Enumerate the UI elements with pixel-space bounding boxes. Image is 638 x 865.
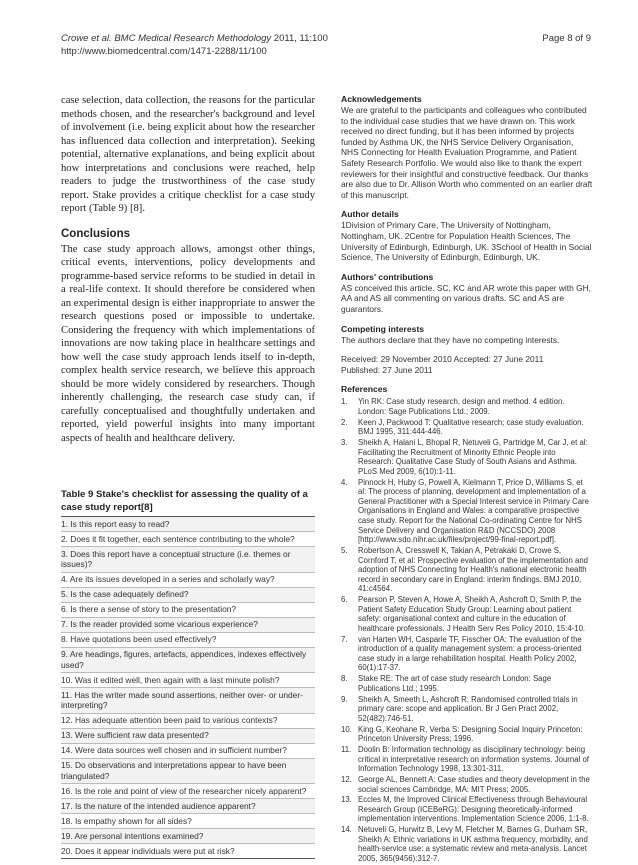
table-row: 6. Is there a sense of story to the presentation? [61, 603, 315, 618]
table-row: 14. Were data sources well chosen and in sufficient number? [61, 744, 315, 759]
reference-number: 4. [341, 477, 348, 487]
article-url[interactable]: http://www.biomedcentral.com/1471-2288/11/100 [61, 46, 267, 57]
references-list [341, 397, 593, 863]
reference-item [341, 745, 593, 774]
reference-text: Keen J, Packwood T: Qualitative research; case study evaluation. BMJ 1995, 311:444-446. [358, 417, 584, 437]
journal-name: Crowe et al. BMC Medical Research Methodology [61, 33, 272, 44]
table-row: 7. Is the reader provided some vicarious experience? [61, 618, 315, 633]
reference-number: 12. [341, 774, 352, 784]
reference-item [341, 418, 593, 437]
table-row: 16. Is the role and point of view of the researcher nicely apparent? [61, 784, 315, 799]
contributions-text: AS conceived this article. SC, KC and AR wrote this paper with GH, AA and AS all commenting on various drafts. SC and AS are guarantors. [341, 282, 591, 314]
contributions-heading: Authors' contributions [341, 271, 434, 282]
reference-text: Robertson A, Cresswell K, Takian A, Petrakaki D, Crowe S, Cornford T, et al: Prospective evaluation of the implementation and adoption of NHS Connecting for Health's national electronic health record in secondary care in England: interim findings. BMJ 2010, 41:c4564. [358, 545, 588, 594]
reference-text: van Harten WH, Casparie TF, Fisscher OA: The evaluation of the introduction of a quality management system: a process-oriented case study in a large rehabilitation hospital. Health Policy 2002, 60(1):17-37. [358, 634, 582, 673]
reference-number: 8. [341, 674, 348, 684]
intro-paragraph: case selection, data collection, the reasons for the particular methods chosen, and the researcher's background and level of involvement (i.e. being explicit about how the researcher has influenced data collection and interpretation). Seeking potential, alternative explanations, and being explicit about how interpretations and conclusions were reached, help readers to judge the trustworthiness of the case study report. Stake provides a critique checklist for a case study report (Table 9) [8]. [61, 95, 315, 214]
reference-item [341, 478, 593, 545]
reference-text: Sheikh A, Smeeth L, Ashcroft R: Randomised controlled trials in primary care: scope and application. Br J Gen Pract 2002, 52(482):746-51. [358, 694, 578, 723]
reference-text: Netuveli G, Hurwitz B, Levy M, Fletcher M, Barnes G, Durham SR, Sheikh A: Ethnic variations in UK asthma frequency, morbidity, and health-service use: a systematic review and meta-analysis. Lancet 2005, 365(9456):312-7. [358, 825, 588, 864]
reference-item [341, 635, 593, 673]
table-row: 11. Has the writer made sound assertions, neither over- or under-interpreting? [61, 688, 315, 714]
reference-number: 13. [341, 795, 352, 805]
reference-text: Sheikh A, Halani L, Bhopal R, Netuveli G, Partridge M, Car J, et al: Facilitating the Recruitment of Minority Ethnic People into Research: Qualitative Case Study of South Asians and Asthma. PLoS Med 2009, 6(10):1-11. [358, 438, 588, 476]
conclusions-heading: Conclusions [61, 227, 131, 240]
table-row: 9. Are headings, figures, artefacts, appendices, indexes effectively used? [61, 648, 315, 674]
table-row: 19. Are personal intentions examined? [61, 829, 315, 844]
table-row: 2. Does it fit together, each sentence contributing to the whole? [61, 532, 315, 547]
reference-item [341, 775, 593, 794]
acknowledgements-heading: Acknowledgements [341, 94, 422, 104]
reference-number: 1. [341, 397, 348, 407]
table-row: 18. Is empathy shown for all sides? [61, 814, 315, 829]
table-row: 17. Is the nature of the intended audience apparent? [61, 799, 315, 814]
reference-text: King G, Keohane R, Verba S: Designing Social Inquiry Princeton: Princeton University Press; 1996. [358, 724, 583, 744]
reference-item [341, 397, 593, 416]
competing-interests-text: The authors declare that they have no competing interests. [341, 334, 560, 345]
reference-item [341, 695, 593, 724]
reference-text: Pearson P, Steven A, Howe A, Sheikh A, Ashcroft D, Smith P, the Patient Safety Education Study Group: Learning about patient safety: organisational context and culture in the education of healthcare professionals. J Health Serv Res Policy 2010, 15:4-10. [358, 595, 586, 633]
table-row: 5. Is the case adequately defined? [61, 588, 315, 603]
citation-details: 2011, 11:100 [271, 33, 328, 44]
published-date: Published: 27 June 2011 [341, 364, 433, 375]
table-row: 10. Was it edited well, then again with a last minute polish? [61, 673, 315, 688]
reference-item [341, 674, 593, 693]
reference-text: Pinnock H, Huby G, Powell A, Kielmann T, Price D, Williams S, et al: The process of planning, development and implementation of a General Practitioner with a Special Interest service in Primary Care Organisations in England and Wales: a comparative prospective case study. Report for the National Co-ordinating Centre for NHS Service Delivery and Organisation R&D (NCCSDO) 2008 [http://www.sdo.nihr.ac.uk/files/project/99-final-report.pdf]. [358, 477, 589, 545]
author-details-heading: Author details [341, 209, 399, 220]
right-column [341, 94, 593, 865]
reference-text: Doolin B: Information technology as disciplinary technology: being critical in interpretative research on information systems. Journal of Information Technology 1998, 13:301-311. [358, 744, 589, 774]
reference-text: Stake RE: The art of case study research London: Sage Publications Ltd.; 1995. [358, 674, 552, 693]
reference-number: 7. [341, 634, 348, 644]
reference-number: 11. [341, 744, 352, 754]
table-row: 8. Have quotations been used effectively? [61, 633, 315, 648]
table-row: 13. Were sufficient raw data presented? [61, 729, 315, 744]
reference-item [341, 595, 593, 633]
table-row: 20. Does it appear individuals were put at risk? [61, 844, 315, 859]
reference-item [341, 795, 593, 824]
table-row: 3. Does this report have a conceptual structure (i.e. themes or issues)? [61, 547, 315, 573]
page-number: Page 8 of 9 [542, 33, 591, 44]
reference-number: 2. [341, 417, 348, 427]
reference-number: 10. [341, 724, 352, 734]
reference-item [341, 438, 593, 476]
reference-item [341, 825, 593, 863]
references-heading: References [341, 384, 388, 395]
acknowledgements-text: We are grateful to the participants and colleagues who contributed to the individual case studies that we have drawn on. This work received no direct funding, but it has been informed by projects funded by Asthma UK, the NHS Service Delivery Organisation, NHS Connecting for Health Evaluation Programme, and Patient Safety Research Portfolio. We would also like to thank the expert reviewers for their insightful and constructive feedback. Our thanks are also due to Dr. Allison Worth who commented on an earlier draft of this manuscript. [341, 105, 593, 200]
competing-interests-heading: Competing interests [341, 323, 425, 334]
left-column [61, 94, 315, 859]
reference-number: 6. [341, 595, 348, 605]
reference-text: Eccles M, the Improved Clinical Effectiveness through Behavioural Research Group (ICEBeRG): Designing theoretically-informed implementation interventions. Implementation Science 2006, 1:1-8. [358, 795, 589, 824]
table-row: 4. Are its issues developed in a series and scholarly way? [61, 573, 315, 588]
running-citation [61, 32, 328, 45]
table-9-title: Table 9 Stake's checklist for assessing the quality of a case study report[8] [61, 488, 315, 517]
stake-checklist-table [61, 517, 315, 859]
reference-number: 14. [341, 825, 352, 835]
table-row: 12. Has adequate attention been paid to various contexts? [61, 714, 315, 729]
author-details-text: 1Division of Primary Care, The University of Nottingham, Nottingham, UK. 2Centre for Population Health Sciences, The University of Edinburgh, Edinburgh, UK. 3School of Health in Social Science, The University of Edinburgh, Edinburgh, UK. [341, 220, 592, 263]
received-accepted-dates: Received: 29 November 2010 Accepted: 27 June 2011 [341, 354, 544, 365]
reference-text: George AL, Bennett A: Case studies and theory development in the social sciences Cambridge, MA: MIT Press; 2005. [358, 774, 590, 794]
reference-number: 5. [341, 545, 348, 555]
reference-number: 9. [341, 694, 348, 704]
conclusions-paragraph: The case study approach allows, amongst other things, critical events, interventions, policy developments and programme-based service reforms to be studied in detail in a real-life context. It should therefore be considered when an experimental design is either inappropriate to answer the research questions posed or impossible to undertake. Considering the frequency with which implementations of innovations are now taking place in healthcare settings and how well the case study approach lends itself to in-depth, complex health service research, we believe this approach should be more widely considered by researchers. Though inherently challenging, the research case study can, if carefully conceptualised and thoughtfully undertaken and reported, yield powerful insights into many important aspects of health and healthcare delivery. [61, 243, 315, 444]
reference-text: Yin RK: Case study research, design and method. 4 edition. London: Sage Publications Ltd.; 2009. [358, 397, 565, 416]
page-header [61, 32, 591, 58]
reference-item [341, 546, 593, 594]
reference-item [341, 725, 593, 744]
table-row: 15. Do observations and interpretations appear to have been triangulated? [61, 759, 315, 785]
table-row: 1. Is this report easy to read? [61, 517, 315, 532]
reference-number: 3. [341, 438, 348, 448]
